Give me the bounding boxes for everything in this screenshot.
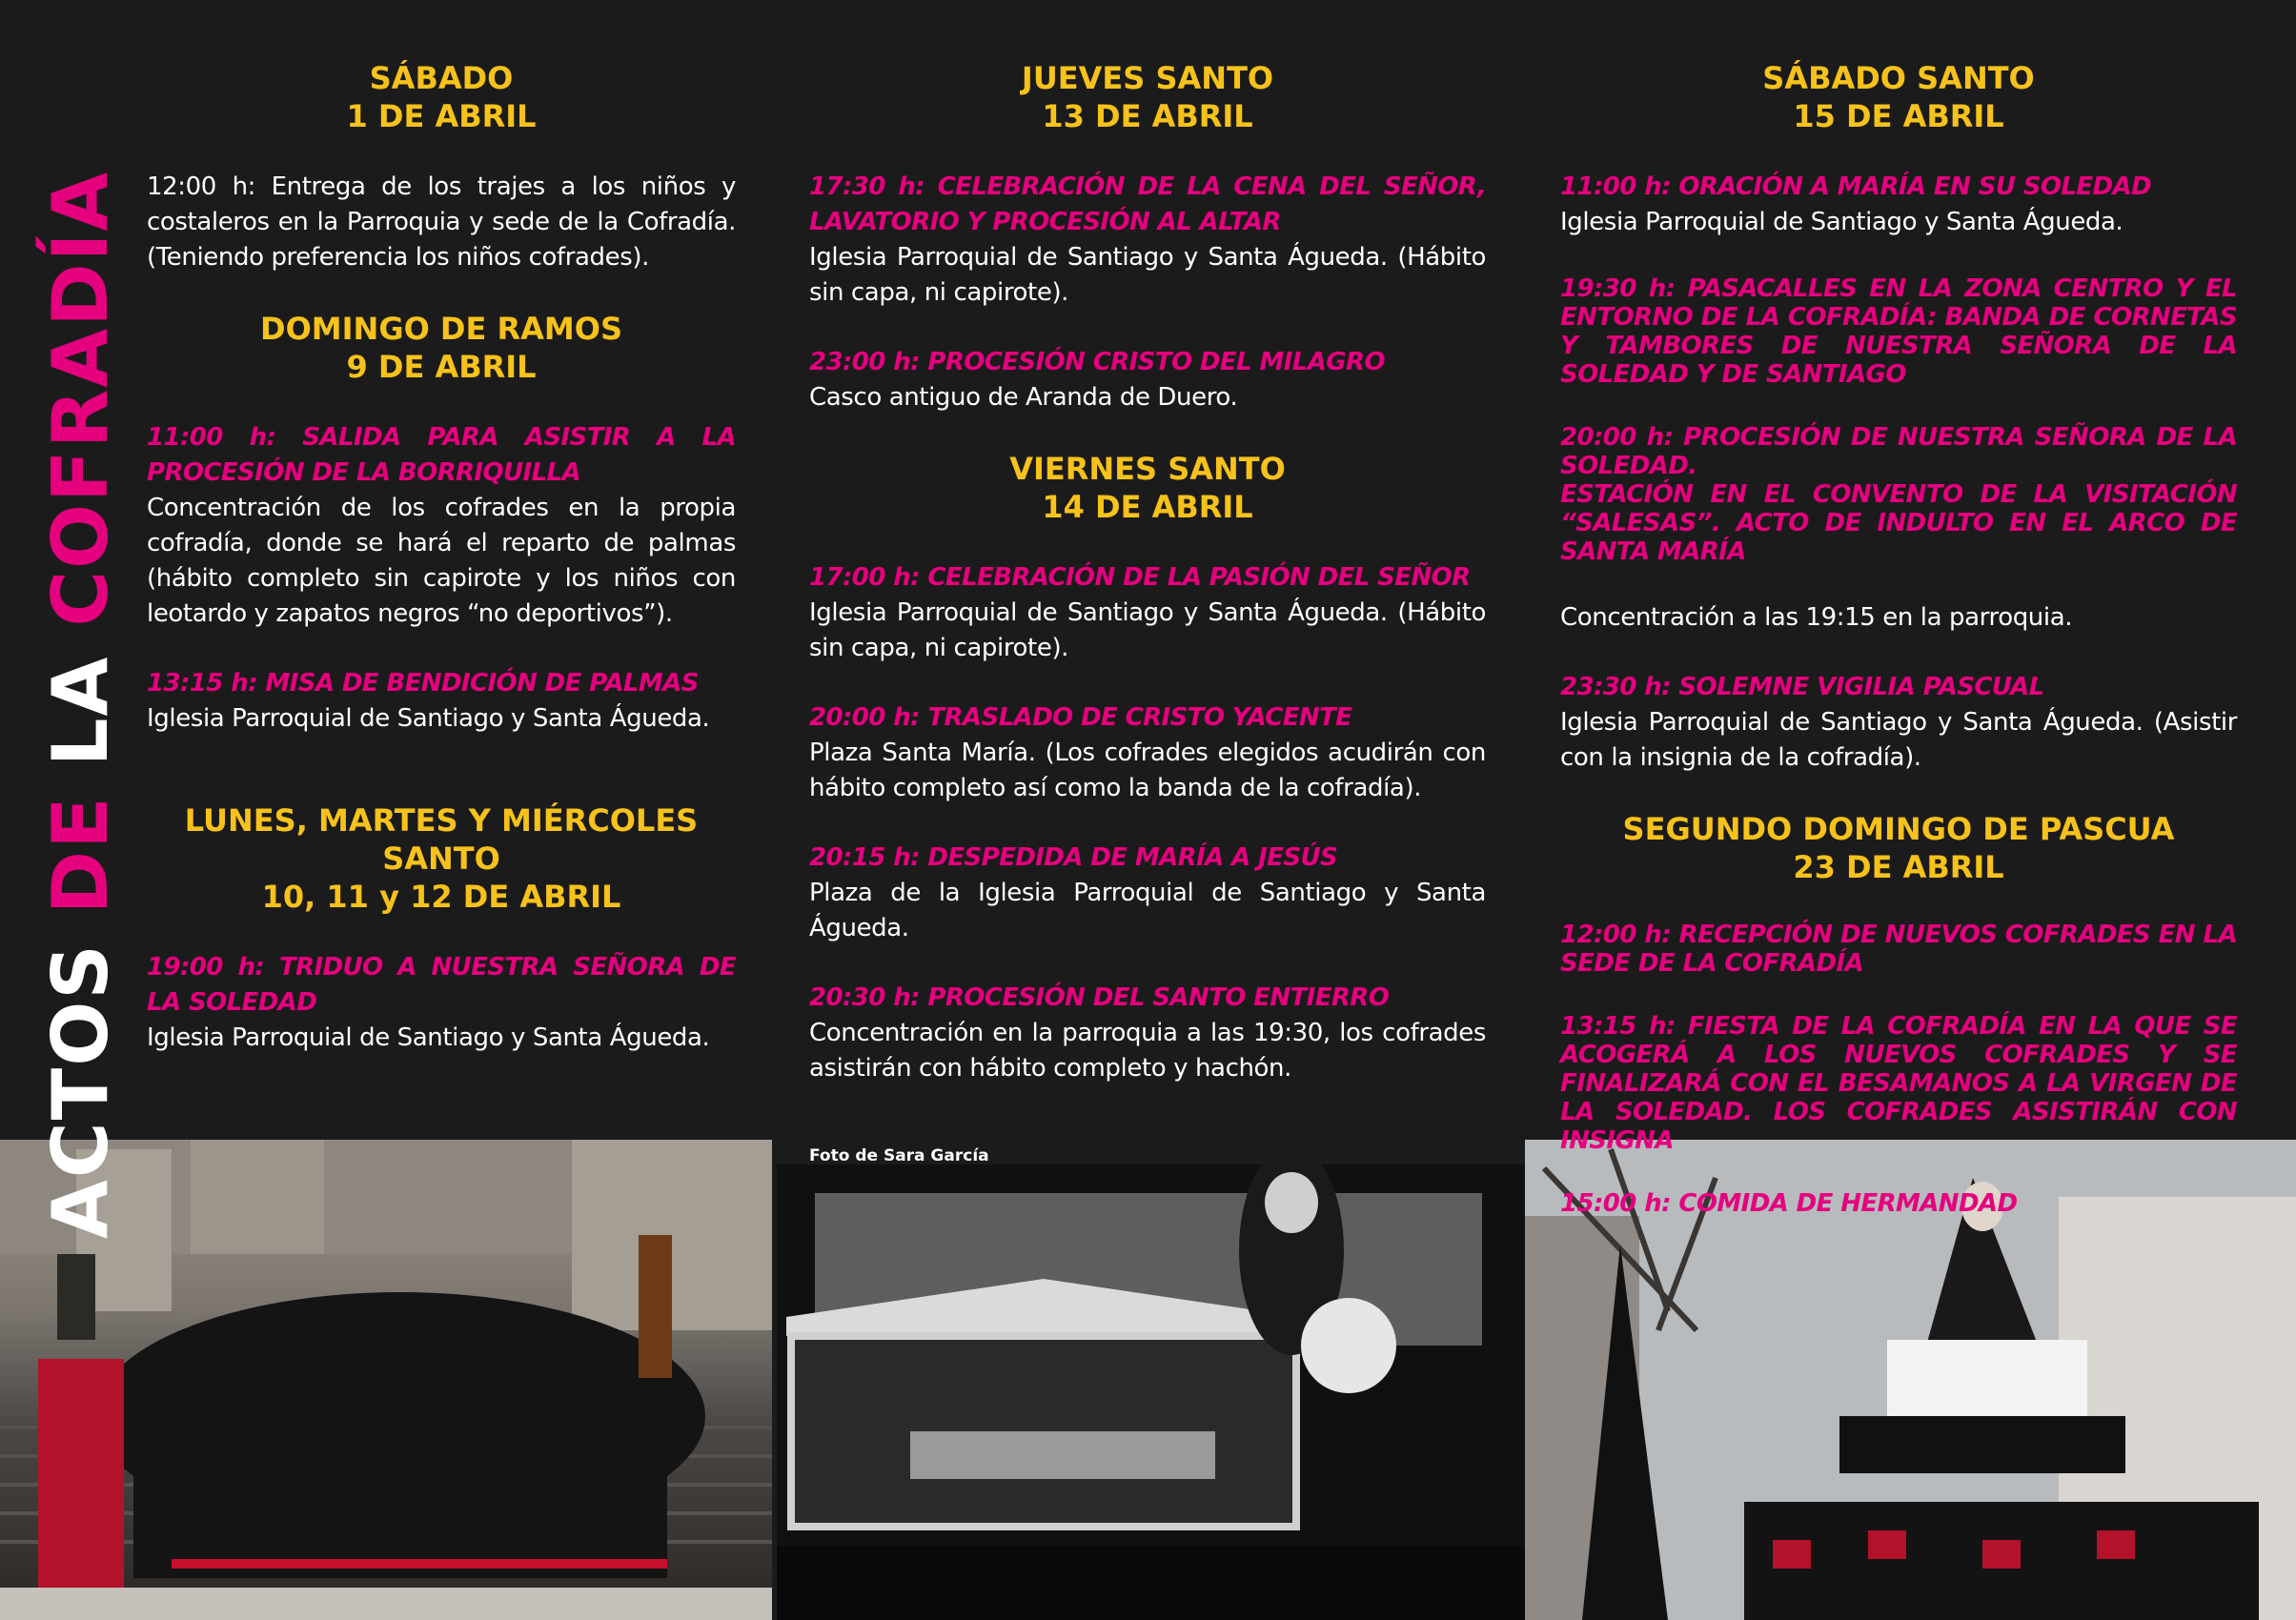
event-title: 11:00 h: SALIDA PARA ASISTIR A LA PROCESIÓN DE LA BORRIQUILLA: [147, 423, 736, 487]
day-name: LUNES, MARTES Y MIÉRCOLES SANTO: [184, 802, 699, 877]
event-title: 12:00 h: RECEPCIÓN DE NUEVOS COFRADES EN LA SEDE DE LA COFRADÍA: [1560, 921, 2237, 978]
title-word-actos: ACTOS: [36, 914, 125, 1239]
spacer: [147, 737, 736, 771]
day-date: 23 DE ABRIL: [1793, 849, 2004, 885]
column-3: [1560, 59, 2237, 1218]
event-title: 15:00 h: COMIDA DE HERMANDAD: [1560, 1189, 2018, 1218]
event-description: Casco antiguo de Aranda de Duero.: [809, 383, 1238, 412]
spacer: [809, 415, 1486, 450]
title-word-cofradia: COFRADÍA: [36, 170, 125, 627]
event-title: 23:30 h: SOLEMNE VIGILIA PASCUAL: [1560, 673, 2044, 701]
day-date: 9 DE ABRIL: [346, 349, 537, 385]
spacer: [147, 135, 736, 170]
event-description: 12:00 h: Entrega de los trajes a los niños y costaleros en la Parroquia y sede de la Cofradía. (Teniendo preferencia los niños cofrades).: [147, 172, 736, 272]
photo-cristo-yacente: [777, 1164, 1525, 1620]
day-name: SÁBADO SANTO: [1762, 60, 2035, 96]
event-description: Plaza de la Iglesia Parroquial de Santiago y Santa Águeda.: [809, 879, 1486, 942]
event-description: Plaza Santa María. (Los cofrades elegidos acudirán con hábito completo así como la banda de la cofradía).: [809, 739, 1486, 802]
event-title: 23:00 h: PROCESIÓN CRISTO DEL MILAGRO: [809, 348, 1385, 376]
event-title: 19:00 h: TRIDUO A NUESTRA SEÑORA DE LA SOLEDAD: [147, 953, 736, 1017]
spacer: [147, 275, 736, 310]
day-heading: [147, 801, 736, 916]
photo-caption: Foto de Sara García: [809, 1146, 989, 1165]
day-heading: [809, 450, 1486, 526]
title-word-de: DE: [36, 766, 125, 915]
day-heading: [147, 59, 736, 135]
vertical-title: [38, 19, 124, 1239]
column-2: [809, 59, 1486, 1086]
day-heading: [809, 59, 1486, 135]
event-description: Iglesia Parroquial de Santiago y Santa Águeda. (Hábito sin capa, ni capirote).: [809, 243, 1486, 307]
spacer: [147, 386, 736, 420]
event-description: Concentración de los cofrades en la propia cofradía, donde se hará el reparto de palmas (hábito completo sin capirote y los niños con leotardo y zapatos negros “no deportivos”).: [147, 494, 736, 628]
event-title: 17:30 h: CELEBRACIÓN DE LA CENA DEL SEÑOR, LAVATORIO Y PROCESIÓN AL ALTAR: [809, 172, 1486, 236]
spacer: [1560, 389, 2237, 423]
event-title: 20:00 h: PROCESIÓN DE NUESTRA SEÑORA DE LA SOLEDAD.: [1560, 423, 2237, 480]
day-date: 13 DE ABRIL: [1042, 98, 1253, 134]
spacer: [809, 806, 1486, 840]
day-heading: [147, 310, 736, 386]
event-title: 20:00 h: TRASLADO DE CRISTO YACENTE: [809, 703, 1352, 732]
event-description: Iglesia Parroquial de Santiago y Santa Águeda.: [147, 1023, 710, 1052]
spacer: [147, 916, 736, 950]
spacer: [1560, 240, 2237, 274]
day-date: 15 DE ABRIL: [1793, 98, 2004, 134]
event-description: Concentración en la parroquia a las 19:30, los cofrades asistirán con hábito completo y hachón.: [809, 1019, 1486, 1083]
event-title: 20:30 h: PROCESIÓN DEL SANTO ENTIERRO: [809, 983, 1390, 1012]
spacer: [1560, 978, 2237, 1012]
event-title: 19:30 h: PASACALLES EN LA ZONA CENTRO Y EL ENTORNO DE LA COFRADÍA: BANDA DE CORNETAS Y TAMBORES DE NUESTRA SEÑORA DE LA SOLEDAD Y DE SANTIAGO: [1560, 274, 2237, 389]
column-1: [147, 59, 736, 1056]
day-name: DOMINGO DE RAMOS: [260, 311, 622, 347]
event-description: Iglesia Parroquial de Santiago y Santa Águeda.: [147, 704, 710, 733]
event-title: 20:15 h: DESPEDIDA DE MARÍA A JESÚS: [809, 843, 1338, 872]
event-description: Iglesia Parroquial de Santiago y Santa Águeda.: [1560, 208, 2123, 236]
day-date: 1 DE ABRIL: [346, 98, 537, 134]
spacer: [1560, 886, 2237, 921]
event-title: 13:15 h: MISA DE BENDICIÓN DE PALMAS: [147, 669, 699, 698]
spacer: [809, 666, 1486, 700]
event-description: Iglesia Parroquial de Santiago y Santa Águeda. (Hábito sin capa, ni capirote).: [809, 598, 1486, 662]
spacer: [809, 526, 1486, 560]
day-name: JUEVES SANTO: [1021, 60, 1274, 96]
day-heading: [1560, 810, 2237, 886]
day-date: 10, 11 y 12 DE ABRIL: [261, 879, 621, 915]
day-date: 14 DE ABRIL: [1042, 489, 1253, 525]
day-name: VIERNES SANTO: [1009, 451, 1286, 487]
day-name: SEGUNDO DOMINGO DE PASCUA: [1622, 811, 2175, 847]
event-title: 11:00 h: ORACIÓN A MARÍA EN SU SOLEDAD: [1560, 172, 2152, 201]
event-title: 17:00 h: CELEBRACIÓN DE LA PASIÓN DEL SEÑOR: [809, 563, 1471, 592]
event-description: Concentración a las 19:15 en la parroquia.: [1560, 603, 2073, 632]
event-title: 13:15 h: FIESTA DE LA COFRADÍA EN LA QUE SE ACOGERÁ A LOS NUEVOS COFRADES Y SE FINALIZARÁ CON EL BESAMANOS A LA VIRGEN DE LA SOLEDAD. LOS COFRADES ASISTIRÁN CON INSIGNA: [1560, 1012, 2237, 1155]
spacer: [1560, 566, 2237, 600]
spacer: [1560, 1155, 2237, 1189]
spacer: [809, 946, 1486, 981]
day-heading: [1560, 59, 2237, 135]
event-description: Iglesia Parroquial de Santiago y Santa Águeda. (Asistir con la insignia de la cofradía).: [1560, 708, 2237, 772]
spacer: [1560, 776, 2237, 810]
event-title-continued: ESTACIÓN EN EL CONVENTO DE LA VISITACIÓN “SALESAS”. ACTO DE INDULTO EN EL ARCO DE SANTA MARÍA: [1560, 480, 2237, 566]
title-word-la: LA: [36, 626, 125, 767]
day-name: SÁBADO: [369, 60, 514, 96]
spacer: [809, 311, 1486, 345]
spacer: [147, 632, 736, 666]
spacer: [1560, 636, 2237, 670]
spacer: [147, 771, 736, 801]
spacer: [1560, 135, 2237, 170]
spacer: [809, 135, 1486, 170]
